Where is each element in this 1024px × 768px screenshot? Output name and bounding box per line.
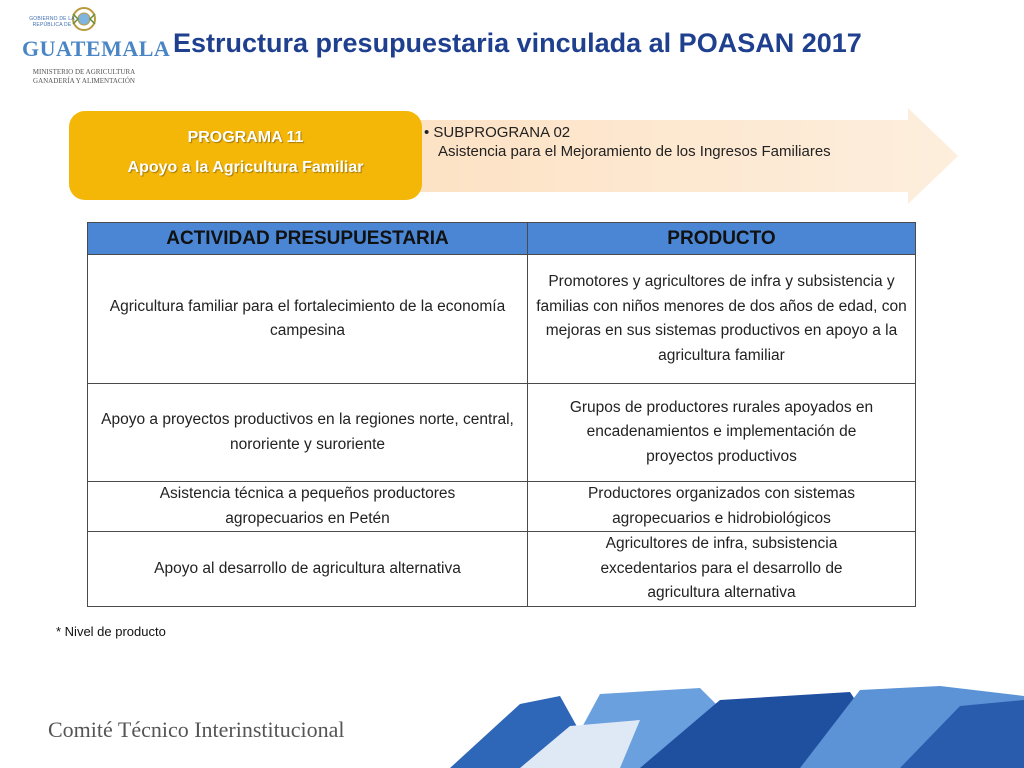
actividad-cell: Asistencia técnica a pequeños productores agropecuarios en Petén: [88, 482, 528, 532]
table-row: [88, 255, 916, 384]
table-row: [88, 384, 916, 482]
program-name: Apoyo a la Agricultura Familiar: [127, 159, 364, 176]
producto-cell: Promotores y agricultores de infra y subsistencia y familias con niños menores de dos años de edad, con mejoras en sus sistemas productivos en apoyo a la agricultura familiar: [528, 255, 916, 384]
footnote: * Nivel de producto: [56, 624, 166, 639]
logo-ministry-line2: GANADERÍA Y ALIMENTACIÓN: [33, 77, 135, 85]
subprogram-description: Asistencia para el Mejoramiento de los Ingresos Familiares: [438, 143, 831, 160]
header-actividad: ACTIVIDAD PRESUPUESTARIA: [88, 223, 528, 255]
subprogram-code: • SUBPROGRANA 02: [424, 124, 571, 141]
ministry-logo: [22, 6, 171, 90]
table-row: [88, 532, 916, 607]
table-row: [88, 482, 916, 532]
producto-cell: Agricultores de infra, subsistencia excedentarios para el desarrollo de agricultura alternativa: [528, 532, 916, 607]
committee-label: Comité Técnico Interinstitucional: [48, 717, 345, 742]
actividad-cell: Agricultura familiar para el fortalecimiento de la economía campesina: [88, 255, 528, 384]
producto-cell: Grupos de productores rurales apoyados en encadenamientos e implementación de proyectos productivos: [528, 384, 916, 482]
table-header-row: [88, 223, 916, 255]
page-title: Estructura presupuestaria vinculada al POASAN 2017: [173, 28, 862, 58]
subprogram-text: [424, 123, 831, 161]
logo-name: GUATEMALA: [22, 36, 171, 61]
producto-cell: Productores organizados con sistemas agropecuarios e hidrobiológicos: [528, 482, 916, 532]
actividad-cell: Apoyo a proyectos productivos en la regiones norte, central, nororiente y suroriente: [88, 384, 528, 482]
program-box: [69, 111, 422, 200]
logo-top-text: GOBIERNO DE LA REPÚBLICA DE: [29, 16, 75, 28]
logo-ministry-line1: MINISTERIO DE AGRICULTURA: [32, 68, 136, 76]
program-code: PROGRAMA 11: [187, 129, 304, 146]
actividad-cell: Apoyo al desarrollo de agricultura alternativa: [88, 532, 528, 607]
budget-table: [87, 222, 916, 607]
header-producto: PRODUCTO: [528, 223, 916, 255]
